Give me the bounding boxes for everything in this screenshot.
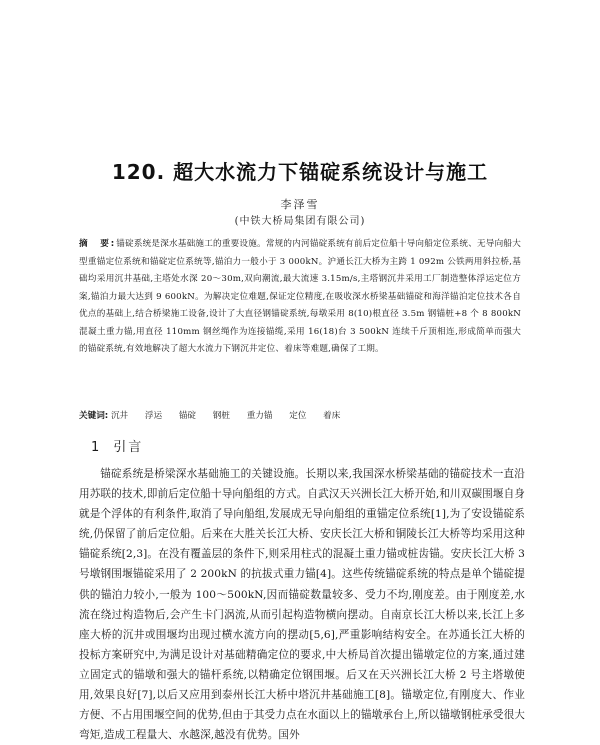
author-affiliation: (中铁大桥局集团有限公司) bbox=[234, 216, 366, 227]
keywords-label: 关键词: bbox=[79, 411, 109, 421]
keyword-item: 沉井 bbox=[110, 411, 129, 421]
section-number: 1 bbox=[91, 440, 102, 455]
abstract-block bbox=[79, 236, 521, 359]
section-title: 引言 bbox=[113, 440, 144, 455]
author-name: 李泽雪 bbox=[280, 198, 320, 211]
keyword-item: 着床 bbox=[323, 411, 341, 421]
section-heading bbox=[91, 436, 143, 455]
keyword-item: 定位 bbox=[289, 411, 307, 421]
abstract-label: 摘 要: bbox=[79, 239, 117, 249]
abstract-text: 锚碇系统是深水基础施工的重要设施。常规的内河锚碇系统有前后定位船十导向船定位系统、无导向船大型重锚定位系统和锚碇定位系统等,锚泊力一般小于 3 000kN。沪通长江大桥为主跨 1 092m 公铁两用斜拉桥,基础均采用沉井基础,主塔处水深 20～30m,双向潮流,最大流速 3.15m/s,主塔钢沉井采用工厂制造整体浮运定位方案,锚泊力最大达到 9 600kN。为解决定位难题,保证定位精度,在吸收深水桥梁基础锚碇和海洋锚泊定位技术各自优点的基础上,结合桥梁施工设备,设计了大直径钢锚碇系统,每墩采用 8(10)根直径 3.5m 钢锚桩+8 个 8 800kN 混凝土重力锚,用直径 110mm 钢丝绳作为连接锚缆,采用 16(18)台 3 500kN 连续千斤顶相连,形成简单而强大的锚碇系统,有效地解决了超大水流力下钢沉井定位、着床等难题,确保了工期。 bbox=[79, 239, 521, 354]
keyword-item: 钢桩 bbox=[212, 411, 230, 421]
keyword-item: 重力锚 bbox=[246, 411, 273, 421]
keywords-block bbox=[79, 408, 521, 425]
keyword-item: 浮运 bbox=[144, 411, 163, 421]
paper-title: 120. 超大水流力下锚碇系统设计与施工 bbox=[111, 160, 489, 184]
keyword-item: 锚碇 bbox=[178, 411, 197, 421]
body-paragraph: 锚碇系统是桥梁深水基础施工的关键设施。长期以来,我国深水桥梁基础的锚碇技术一直沿用苏联的技术,即前后定位船十导向船组的方式。自武汉天兴洲长江大桥开始,和川双碳围堰自身就是个浮体的有利条件,取消了导向船组,发展成无导向船组的重锚定位系统[1],为了安设锚碇系统,仍保留了前后定位船。后来在大胜关长江大桥、安庆长江大桥和铜陵长江大桥等均采用这种锚碇系统[2,3]。在没有覆盖层的条件下,则采用柱式的混凝土重力锚或桩齿锚。安庆长江大桥 3 号墩钢围堰锚碇采用了 2 200kN 的抗拔式重力锚[4]。这些传统锚碇系统的特点是单个锚碇提供的锚泊力较小,一般为 100～500kN,因而锚碇数量较多、受力不均,刚度差。由于刚度差,水流在绕过构造物后,会产生卡门涡流,从而引起构造物横向摆动。自南京长江大桥以来,长江上多座大桥的沉井或围堰均出现过横水流方向的摆动[5,6],严重影响结构安全。在苏通长江大桥的投标方案研究中,为满足设计对基础精确定位的要求,中大桥局首次提出锚墩定位的方案,通过建立固定式的锚墩和强大的锚杆系统,以精确定位钢围堰。后又在天兴洲长江大桥 2 号主塔墩使用,效果良好[7],以后又应用到泰州长江大桥中塔沉井基础施工[8]。锚墩定位,有刚度大、作业方便、不占用围堰空间的优势,但由于其受力点在水面以上的锚墩承台上,所以锚墩钢桩承受很大弯矩,造成工程量大、水越深,越没有优势。国外 bbox=[79, 468, 525, 742]
